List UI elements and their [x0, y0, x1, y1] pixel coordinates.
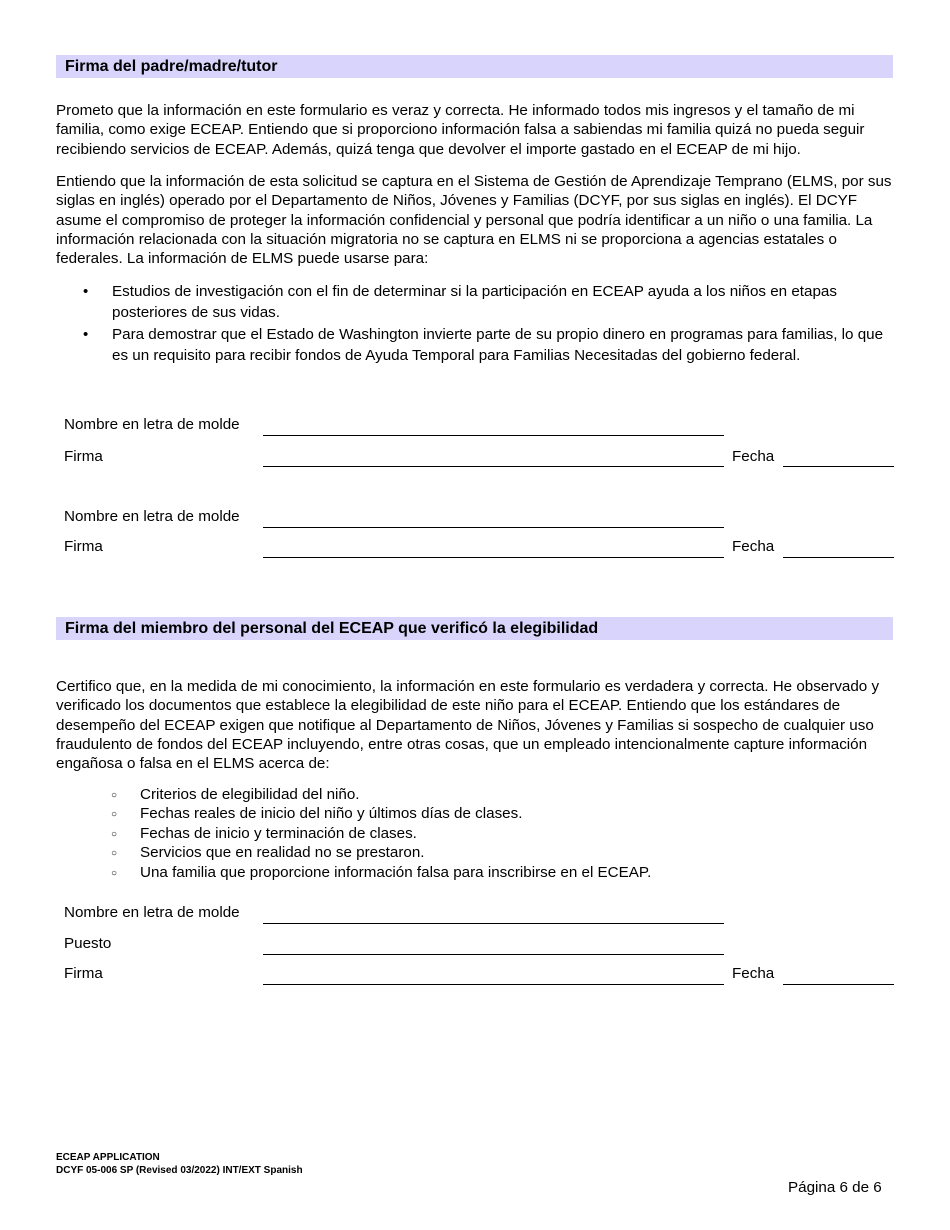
staff-position-field[interactable] — [263, 954, 724, 955]
date-label-2: Fecha — [732, 538, 775, 555]
circle-bullet-icon: ○ — [111, 867, 118, 879]
elms-uses-list — [56, 281, 896, 367]
list-item: ○ Fechas de inicio y terminación de clases. — [56, 824, 896, 843]
staff-printed-name-field[interactable] — [263, 923, 724, 924]
printed-name-label-2: Nombre en letra de molde — [64, 508, 240, 525]
signature-label-2: Firma — [64, 538, 103, 555]
date-field-2[interactable] — [783, 557, 894, 558]
circle-bullet-icon: ○ — [111, 828, 118, 840]
signature-label-1: Firma — [64, 448, 103, 465]
date-label-1: Fecha — [732, 448, 775, 465]
guardian-declaration-paragraph: Prometo que la información en este formulario es veraz y correcta. He informado todos mis ingresos y el tamaño de mi familia, como exige ECEAP. Entiendo que si proporciono información falsa a sabiendas mi familia quizá no pueda seguir recibiendo servicios de ECEAP. Además, quizá tenga que devolver el importe gastado en el ECEAP de mi hijo. — [56, 102, 865, 158]
printed-name-label-1: Nombre en letra de molde — [64, 416, 240, 433]
section-header-staff-signature: Firma del miembro del personal del ECEAP que verificó la elegibilidad — [56, 617, 893, 640]
staff-date-label: Fecha — [732, 965, 775, 982]
staff-signature-label: Firma — [64, 965, 103, 982]
staff-signature-field[interactable] — [263, 984, 724, 985]
list-item: ○ Una familia que proporcione información falsa para inscribirse en el ECEAP. — [56, 863, 896, 882]
page-number: Página 6 de 6 — [788, 1179, 882, 1196]
printed-name-field-1[interactable] — [263, 435, 724, 436]
signature-field-2[interactable] — [263, 557, 724, 558]
section-header-guardian-signature: Firma del padre/madre/tutor — [56, 55, 893, 78]
staff-position-label: Puesto — [64, 935, 112, 952]
staff-date-field[interactable] — [783, 984, 894, 985]
staff-certification-paragraph: Certifico que, en la medida de mi conocimiento, la información en este formulario es verdadera y correcta. He observado y verificado los documentos que establece la elegibilidad de este niño para el ECEAP. Entiendo que los estándares de desempeño del ECEAP exigen que notifique al Departamento de Niños, Jóvenes y Familias si sospecho de cualquier uso fraudulento de fondos del ECEAP incluyendo, entre otras cosas, que un empleado intencionalmente capture información engañosa o falsa en el ELMS acerca de: — [56, 678, 880, 773]
circle-bullet-icon: ○ — [111, 848, 118, 860]
list-item: ○ Criterios de elegibilidad del niño. — [56, 785, 896, 804]
circle-bullet-icon: ○ — [111, 809, 118, 821]
fraud-items-list — [56, 785, 896, 882]
bullet-icon: • — [83, 283, 89, 300]
circle-bullet-icon: ○ — [111, 790, 118, 801]
list-item: ○ Servicios que en realidad no se prestaron. — [56, 843, 896, 862]
list-item: ○ Fechas reales de inicio del niño y últimos días de clases. — [56, 804, 896, 823]
footer-form-info — [56, 1152, 303, 1177]
bullet-icon: • — [83, 326, 89, 343]
elms-information-paragraph: Entiendo que la información de esta solicitud se captura en el Sistema de Gestión de Aprendizaje Temprano (ELMS, por sus siglas en inglés) operado por el Departamento de Niños, Jóvenes y Familias (DCYF, por sus siglas en inglés). El DCYF asume el compromiso de proteger la información confidencial y personal que podría identificar a un niño o una familia. La información relacionada con la situación migratoria no se captura en ELMS ni se proporciona a agencias estatales o federales. La información de ELMS puede usarse para: — [56, 173, 892, 268]
staff-printed-name-label: Nombre en letra de molde — [64, 904, 240, 921]
footer-form-title: ECEAP APPLICATION — [56, 1152, 160, 1163]
footer-form-number: DCYF 05-006 SP (Revised 03/2022) INT/EXT Spanish — [56, 1164, 303, 1176]
list-item: • Para demostrar que el Estado de Washington invierte parte de su propio dinero en programas para familias, lo que es un requisito para recibir fondos de Ayuda Temporal para Familias Necesitadas del gobierno federal. — [83, 326, 884, 364]
printed-name-field-2[interactable] — [263, 527, 724, 528]
list-item: • Estudios de investigación con el fin de determinar si la participación en ECEAP ayuda a los niños en etapas posteriores de sus vidas. — [83, 283, 837, 321]
signature-field-1[interactable] — [263, 466, 724, 467]
date-field-1[interactable] — [783, 466, 894, 467]
